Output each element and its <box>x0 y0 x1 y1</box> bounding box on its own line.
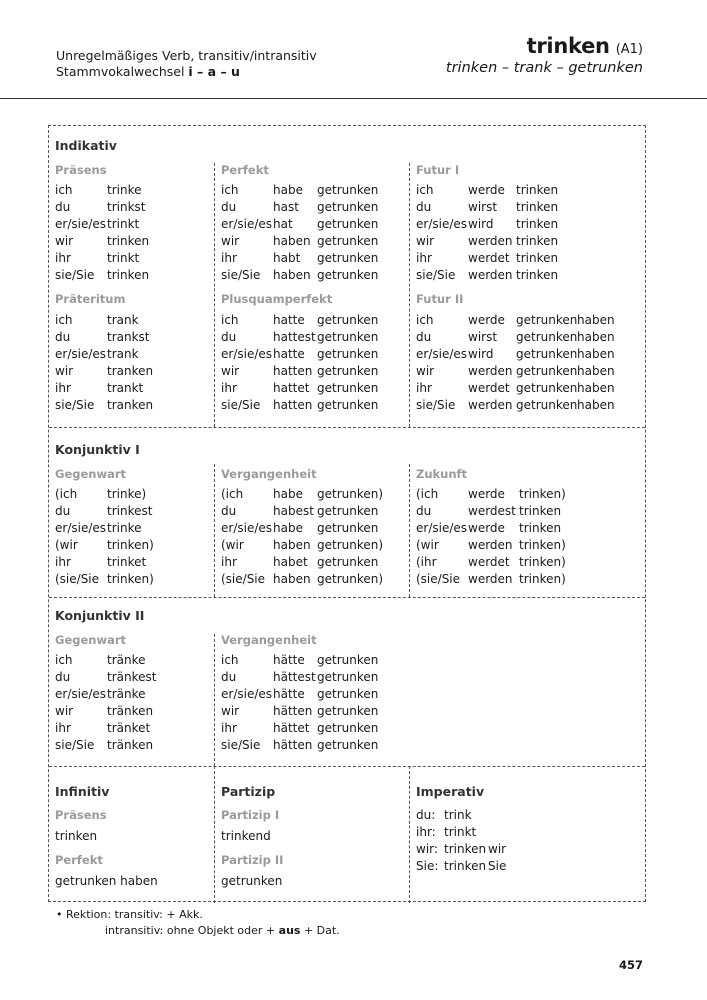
pronoun: Sie: <box>416 859 439 873</box>
verb-form: haben <box>577 398 615 412</box>
verb-form: getrunken <box>317 521 379 535</box>
pronoun: ich <box>55 653 73 667</box>
verb-info <box>56 48 317 80</box>
pronoun: wir <box>416 364 435 378</box>
pronoun: er/sie/es <box>416 347 468 361</box>
pronoun: sie/Sie <box>221 738 261 752</box>
pronoun: ihr <box>55 251 71 265</box>
header-divider <box>0 98 707 99</box>
verb-form: getrunken <box>317 721 379 735</box>
verb-form: trinkst <box>107 200 146 214</box>
verb-form: trinken <box>519 504 562 518</box>
rektion-post: + Dat. <box>300 924 340 937</box>
pronoun: wir <box>416 234 435 248</box>
pronoun: sie/Sie <box>416 268 456 282</box>
col-divider <box>214 634 215 766</box>
divider-infinitiv <box>49 766 645 767</box>
pronoun: ihr <box>416 251 432 265</box>
verb-form: wird <box>468 217 494 231</box>
pronoun: er/sie/es <box>55 217 107 231</box>
verb-form: getrunken <box>317 555 379 569</box>
pronoun: du <box>55 670 71 684</box>
verb-form: werdest <box>468 504 516 518</box>
verb-form: habet <box>273 555 308 569</box>
verb-form: tränkest <box>107 670 157 684</box>
verb-type: Unregelmäßiges Verb, transitiv/intransitiv <box>56 48 317 63</box>
tense-label-plusquamperfekt: Plusquamperfekt <box>221 292 333 306</box>
pronoun: ich <box>221 653 239 667</box>
infinitiv-praesens: trinken <box>55 829 98 843</box>
verb-form: trinke <box>107 521 142 535</box>
verb-form: werden <box>468 572 513 586</box>
verb-form: trinke <box>107 183 142 197</box>
verb-form: getrunken <box>317 330 379 344</box>
pronoun: ihr <box>221 381 237 395</box>
section-title-konjunktiv2: Konjunktiv II <box>55 608 145 623</box>
pronoun: wir <box>55 704 74 718</box>
tense-label-k1-zukunft: Zukunft <box>416 467 468 481</box>
verb-form: trinken) <box>519 555 566 569</box>
pronoun: ihr <box>416 381 432 395</box>
verb-form: werden <box>468 364 513 378</box>
verb-form: trinken <box>516 251 559 265</box>
verb-form: hatte <box>273 347 305 361</box>
verb-form: werdet <box>468 381 510 395</box>
verb-form: trinken) <box>107 572 154 586</box>
pronoun: sie/Sie <box>221 268 261 282</box>
tense-label-futur2: Futur II <box>416 292 464 306</box>
verb-form: trinken) <box>107 538 154 552</box>
pronoun: du: <box>416 808 436 822</box>
verb-form: trinken <box>519 521 562 535</box>
col-divider <box>214 464 215 597</box>
tense-label-partizip1: Partizip I <box>221 808 280 822</box>
pronoun: (sie/Sie <box>416 572 461 586</box>
pronoun: du <box>416 330 432 344</box>
verb-form: hatten <box>273 398 313 412</box>
pronoun: wir <box>55 234 74 248</box>
verb-form: getrunken <box>317 653 379 667</box>
verb-form: hättest <box>273 670 316 684</box>
verb-form: hätten <box>273 738 313 752</box>
pronoun: du <box>55 200 71 214</box>
verb-form: habest <box>273 504 314 518</box>
verb-form: hat <box>273 217 293 231</box>
verb-form: getrunken) <box>317 487 384 501</box>
pronoun: (wir <box>221 538 244 552</box>
pronoun: du <box>416 200 432 214</box>
verb-form: tränken <box>107 738 154 752</box>
verb-form: hätte <box>273 653 305 667</box>
page-number: 457 <box>618 958 643 972</box>
verb-form: trinken) <box>519 538 566 552</box>
conjugation-table <box>48 125 646 902</box>
tense-label-k2-vergangenheit: Vergangenheit <box>221 633 317 647</box>
pronoun: er/sie/es <box>221 347 273 361</box>
pronoun: wir <box>221 234 240 248</box>
verb-form: trankst <box>107 330 150 344</box>
pronoun: ihr <box>55 721 71 735</box>
pronoun: ihr <box>221 251 237 265</box>
verb-form: werden <box>468 268 513 282</box>
pronoun: (ich <box>55 487 78 501</box>
verb-form: habt <box>273 251 301 265</box>
pronoun: ich <box>55 313 73 327</box>
vowel-change-line <box>56 64 317 80</box>
verb-form: trinkest <box>107 504 153 518</box>
col-divider <box>409 464 410 597</box>
rektion-line1: • Rektion: transitiv: + Akk. <box>56 908 203 921</box>
tense-label-k1-gegenwart: Gegenwart <box>55 467 127 481</box>
col-divider <box>409 766 410 903</box>
pronoun: ich <box>416 183 434 197</box>
pronoun: (sie/Sie <box>55 572 100 586</box>
rektion-preposition: aus <box>278 924 301 937</box>
pronoun: sie/Sie <box>221 398 261 412</box>
section-title-konjunktiv1: Konjunktiv I <box>55 442 140 457</box>
verb-form: trinkt <box>107 251 140 265</box>
tense-label-praesens: Präsens <box>55 163 107 177</box>
partizip2: getrunken <box>221 874 283 888</box>
verb-form: trank <box>107 313 139 327</box>
verb-form: trinken <box>444 842 487 856</box>
pronoun: er/sie/es <box>416 521 468 535</box>
verb-form: trinkt <box>444 825 477 839</box>
verb-form: hast <box>273 200 299 214</box>
verb-form: habe <box>273 487 303 501</box>
verb-form: haben <box>273 268 311 282</box>
pronoun: ihr <box>221 555 237 569</box>
verb-form: haben <box>577 364 615 378</box>
verb-form: haben <box>273 538 311 552</box>
pronoun: du <box>55 330 71 344</box>
verb-form: hattet <box>273 381 310 395</box>
verb-form: werdet <box>468 555 510 569</box>
verb-form: werden <box>468 234 513 248</box>
verb-form: werden <box>468 538 513 552</box>
verb-form: trinken <box>516 200 559 214</box>
verb-form: getrunken <box>317 364 379 378</box>
pronoun: wir <box>221 704 240 718</box>
verb-form: getrunken <box>317 234 379 248</box>
pronoun: (sie/Sie <box>221 572 266 586</box>
pronoun: ich <box>221 183 239 197</box>
verb-form: wird <box>468 347 494 361</box>
verb-title-line <box>446 34 643 58</box>
verb-form: tranken <box>107 398 154 412</box>
verb-form: werde <box>468 487 505 501</box>
verb-form: trinken <box>516 268 559 282</box>
verb-form: trinke) <box>107 487 147 501</box>
col-divider <box>409 163 410 427</box>
verb-form: getrunken <box>317 738 379 752</box>
pronoun: ihr <box>55 381 71 395</box>
tense-label-partizip2: Partizip II <box>221 853 284 867</box>
verb-form: trankt <box>107 381 144 395</box>
verb-form: trinkt <box>107 217 140 231</box>
verb-form: wirst <box>468 200 498 214</box>
pronoun: (wir <box>55 538 78 552</box>
verb-form: haben <box>577 313 615 327</box>
verb-form: getrunken <box>516 313 578 327</box>
divider-konjunktiv2 <box>49 597 645 598</box>
pronoun: ich <box>416 313 434 327</box>
verb-form: getrunken <box>317 217 379 231</box>
verb-form: habe <box>273 521 303 535</box>
pronoun: wir <box>221 364 240 378</box>
verb-form: getrunken <box>317 268 379 282</box>
section-title-infinitiv: Infinitiv <box>55 784 110 799</box>
pronoun: ich <box>55 183 73 197</box>
verb-form: werde <box>468 521 505 535</box>
verb-form: haben <box>577 330 615 344</box>
tense-label-praeteritum: Präteritum <box>55 292 126 306</box>
verb-form: tränke <box>107 653 146 667</box>
verb-form: trinket <box>107 555 147 569</box>
verb-form: trinken) <box>519 487 566 501</box>
pronoun: ich <box>221 313 239 327</box>
pronoun: er/sie/es <box>416 217 468 231</box>
vowel-change: i – a – u <box>188 64 240 79</box>
tense-label-futur1: Futur I <box>416 163 460 177</box>
pronoun: ihr <box>221 721 237 735</box>
verb-form: hätte <box>273 687 305 701</box>
verb-form: getrunken) <box>317 572 384 586</box>
pronoun: wir: <box>416 842 438 856</box>
rektion-pre: intransitiv: ohne Objekt oder + <box>105 924 279 937</box>
verb-form: hattest <box>273 330 316 344</box>
verb-form: getrunken <box>317 398 379 412</box>
verb-form: trink <box>444 808 472 822</box>
verb-form: trinken <box>516 217 559 231</box>
verb-form: Sie <box>488 859 507 873</box>
verb-form: getrunken <box>317 504 379 518</box>
tense-label-infinitiv-perfekt: Perfekt <box>55 853 103 867</box>
pronoun: er/sie/es <box>55 687 107 701</box>
verb-form: trinken <box>516 183 559 197</box>
col-divider <box>214 163 215 427</box>
section-title-indikativ: Indikativ <box>55 138 117 153</box>
verb-form: hatten <box>273 364 313 378</box>
level-badge: (A1) <box>615 42 643 57</box>
pronoun: du <box>55 504 71 518</box>
verb-form: werden <box>468 398 513 412</box>
tense-label-k1-vergangenheit: Vergangenheit <box>221 467 317 481</box>
verb-form: trank <box>107 347 139 361</box>
verb-form: getrunken <box>317 313 379 327</box>
vowel-change-label: Stammvokalwechsel <box>56 64 185 79</box>
verb-form: getrunken <box>317 200 379 214</box>
rektion-line2 <box>56 923 340 939</box>
pronoun: (wir <box>416 538 439 552</box>
verb-form: getrunken <box>317 670 379 684</box>
pronoun: (ihr <box>416 555 437 569</box>
verb-form: getrunken <box>317 183 379 197</box>
verb-form: werde <box>468 313 505 327</box>
pronoun: er/sie/es <box>221 687 273 701</box>
verb-form: trinken) <box>519 572 566 586</box>
pronoun: sie/Sie <box>416 398 456 412</box>
partizip1: trinkend <box>221 829 271 843</box>
verb-form: getrunken <box>516 398 578 412</box>
verb-form: getrunken <box>317 347 379 361</box>
verb-form: tränket <box>107 721 151 735</box>
verb-form: trinken <box>516 234 559 248</box>
tense-label-infinitiv-praesens: Präsens <box>55 808 107 822</box>
verb-heading <box>446 34 643 76</box>
tense-label-perfekt: Perfekt <box>221 163 269 177</box>
verb-form: werde <box>468 183 505 197</box>
verb-form: getrunken <box>317 704 379 718</box>
verb-form: hatte <box>273 313 305 327</box>
pronoun: er/sie/es <box>221 521 273 535</box>
pronoun: (ich <box>416 487 439 501</box>
verb-title: trinken <box>526 34 610 58</box>
tense-label-k2-gegenwart: Gegenwart <box>55 633 127 647</box>
infinitiv-perfekt: getrunken haben <box>55 874 158 888</box>
verb-form: trinken <box>107 234 150 248</box>
verb-form: werdet <box>468 251 510 265</box>
verb-form: haben <box>273 572 311 586</box>
pronoun: sie/Sie <box>55 268 95 282</box>
verb-form: hätten <box>273 704 313 718</box>
divider-konjunktiv1 <box>49 427 645 428</box>
pronoun: ihr: <box>416 825 436 839</box>
verb-form: haben <box>577 381 615 395</box>
pronoun: sie/Sie <box>55 738 95 752</box>
verb-form: tränken <box>107 704 154 718</box>
verb-form: getrunken <box>516 330 578 344</box>
verb-form: trinken <box>444 859 487 873</box>
verb-form: getrunken <box>317 687 379 701</box>
pronoun: du <box>221 200 237 214</box>
pronoun: wir <box>55 364 74 378</box>
verb-form: tränke <box>107 687 146 701</box>
pronoun: er/sie/es <box>55 347 107 361</box>
pronoun: du <box>416 504 432 518</box>
verb-form: haben <box>577 347 615 361</box>
verb-form: getrunken <box>516 347 578 361</box>
verb-form: habe <box>273 183 303 197</box>
verb-form: getrunken <box>317 251 379 265</box>
section-title-imperativ: Imperativ <box>416 784 485 799</box>
verb-form: wirst <box>468 330 498 344</box>
verb-form: getrunken <box>516 381 578 395</box>
pronoun: sie/Sie <box>55 398 95 412</box>
pronoun: (ich <box>221 487 244 501</box>
verb-form: getrunken) <box>317 538 384 552</box>
verb-form: getrunken <box>516 364 578 378</box>
pronoun: er/sie/es <box>221 217 273 231</box>
col-divider <box>214 766 215 903</box>
pronoun: ihr <box>55 555 71 569</box>
section-title-partizip: Partizip <box>221 784 276 799</box>
verb-form: getrunken <box>317 381 379 395</box>
verb-form: tranken <box>107 364 154 378</box>
verb-form: haben <box>273 234 311 248</box>
pronoun: du <box>221 504 237 518</box>
pronoun: er/sie/es <box>55 521 107 535</box>
verb-form: hättet <box>273 721 310 735</box>
pronoun: du <box>221 670 237 684</box>
verb-form: trinken <box>107 268 150 282</box>
pronoun: du <box>221 330 237 344</box>
footnote <box>56 907 340 939</box>
principal-parts: trinken – trank – getrunken <box>445 60 643 76</box>
verb-form: wir <box>488 842 507 856</box>
